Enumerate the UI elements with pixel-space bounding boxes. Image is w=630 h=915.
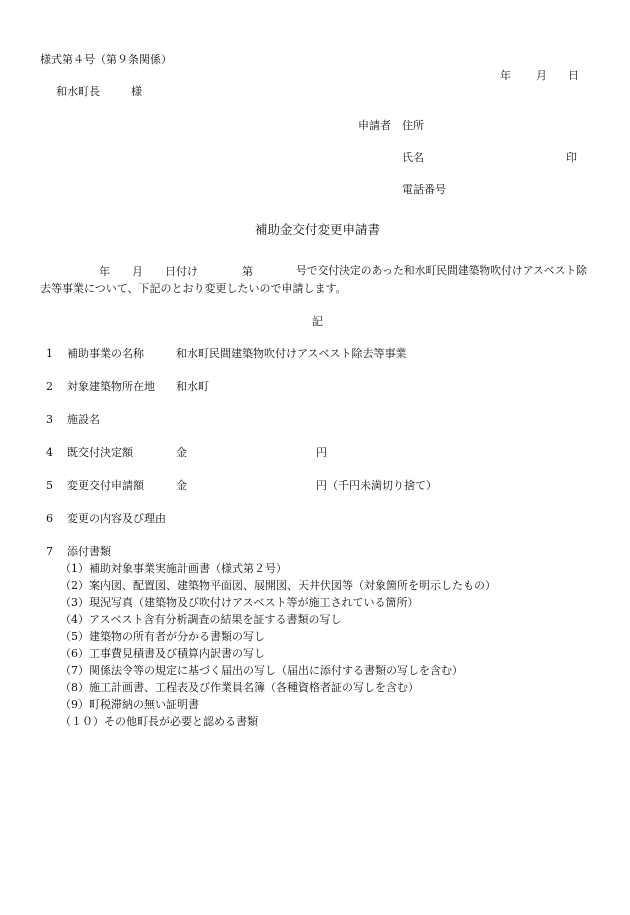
item-6-number: 6 (46, 512, 53, 525)
ki-heading: 記 (312, 315, 323, 328)
item-3-label: 施設名 (67, 413, 100, 426)
applicant-address-label: 住所 (402, 119, 424, 132)
attachment-item: （4）アスベスト含有分析調査の結果を証する書類の写し (60, 613, 342, 626)
item-4-number: 4 (46, 446, 53, 459)
item-5-kin: 金 (176, 479, 187, 492)
addressee-honorific: 様 (131, 85, 142, 98)
item-5-yen: 円（千円未満切り捨て） (316, 479, 437, 492)
intro-year: 年 (99, 265, 110, 278)
item-2-value: 和水町 (176, 380, 209, 393)
attachment-item: （6）工事費見積書及び積算内訳書の写し (60, 647, 265, 660)
item-2-number: 2 (46, 380, 53, 393)
attachment-item: （7）関係法令等の規定に基づく届出の写し（届出に添付する書類の写しを含む） (60, 664, 463, 677)
form-number-label: 様式第４号（第９条関係） (40, 53, 172, 66)
item-1-label: 補助事業の名称 (67, 347, 144, 360)
date-day-label: 日 (568, 69, 579, 82)
item-5-number: 5 (46, 479, 53, 492)
item-3-number: 3 (46, 413, 53, 426)
item-4-kin: 金 (176, 446, 187, 459)
item-7-label: 添付書類 (67, 545, 111, 558)
addressee-name: 和水町長 (56, 85, 100, 98)
document-title: 補助金交付変更申請書 (255, 222, 381, 237)
intro-line2-text: 去等事業について、下記のとおり変更したいので申請します。 (40, 282, 347, 295)
item-6-label: 変更の内容及び理由 (67, 512, 166, 525)
item-1-number: 1 (46, 347, 53, 360)
intro-month: 月 (132, 265, 143, 278)
intro-number-prefix: 第 (242, 265, 253, 278)
intro-line1-text: 号で交付決定のあった和水町民間建築物吹付けアスベスト除 (296, 264, 587, 277)
seal-mark: 印 (566, 151, 577, 164)
item-4-label: 既交付決定額 (67, 446, 133, 459)
attachment-item: （5）建築物の所有者が分かる書類の写し (60, 630, 265, 643)
item-1-value: 和水町民間建築物吹付けアスベスト除去等事業 (176, 347, 407, 360)
attachment-item: （8）施工計画書、工程表及び作業員名簿（各種資格者証の写しを含む） (60, 681, 419, 694)
applicant-label: 申請者 (358, 119, 391, 132)
applicant-name-label: 氏名 (402, 151, 424, 164)
date-year-label: 年 (500, 69, 511, 82)
item-7-number: 7 (46, 545, 53, 558)
attachment-item: （2）案内図、配置図、建築物平面図、展開図、天井伏図等（対象箇所を明示したもの） (60, 579, 496, 592)
item-5-label: 変更交付申請額 (67, 479, 144, 492)
attachment-item: （9）町税滞納の無い証明書 (60, 698, 199, 711)
attachment-item: （１０）その他町長が必要と認める書類 (60, 715, 258, 728)
intro-day: 日付け (165, 265, 198, 278)
item-4-yen: 円 (316, 446, 327, 459)
attachment-item: （1）補助対象事業実施計画書（様式第２号） (60, 562, 287, 575)
item-2-label: 対象建築物所在地 (67, 380, 155, 393)
date-month-label: 月 (536, 69, 547, 82)
attachment-item: （3）現況写真（建築物及び吹付けアスベスト等が施工されている箇所） (60, 596, 419, 609)
applicant-phone-label: 電話番号 (402, 183, 446, 196)
